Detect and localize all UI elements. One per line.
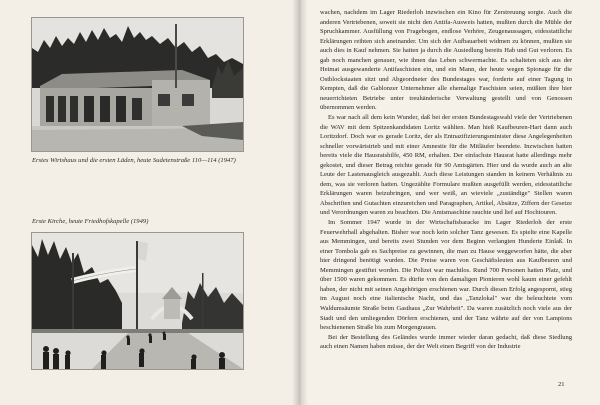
inn-and-shops-photo bbox=[31, 17, 244, 152]
photo-caption-inn: Erstes Wirtshaus und die ersten Läden, heute Sudetenstraße 110—114 (1947) bbox=[32, 157, 236, 164]
paragraph: wachen, nachdem im Lager Riederloh inzwischen ein Kino für Zerstreuung sorgte. Auch die anderen Vertriebenen, soweit sie nicht den Antifa-Ausweis hatten, mußten durch die Mühle der Spruchkammer. Ausfüllung von Fragebogen, endlose Verhöre, Zeugenaussagen, eidesstattliche Erklärungen reihten sich aneinander. Um sich der Aufbauarbeit widmen zu können, mußten sie auch dies in Kauf nehmen. Sie hatten ja durch die Ausiedlung bereits Hab und Gut verloren. Es gab noch manchen genauer, wie ihnen das Leben schwermachte. Es schalteten sich aus der Heimat ausgewanderte Antifaschisten ein, und ein Mann, der heute wegen Spionage für die Ostblockstaaten sitzt und Abgeordneter des Bundestages war, forderte auf einer Tagung in Kempten, daß die Gablonzer Unternehmer alle ehemalige Faschisten seien, müßten ihre hier neuerrichteten Betriebe unter treuhänderische Verwaltung gestellt und von Genossen übernommen werden. bbox=[320, 9, 572, 112]
book-gutter bbox=[292, 0, 308, 405]
paragraph: Bei der Bestellung des Geländes wurde immer wieder daran gedacht, daß diese Siedlung auch einen Namen haben müsse, der der Welt einen Begriff von der Industrie bbox=[320, 333, 572, 351]
page-number: 21 bbox=[558, 381, 565, 388]
paragraph: Im Sommer 1947 wurde in der Wirtschaftsbaracke im Lager Riederloh der erste Feuerwehrball abgehalten. Bisher war noch kein solcher Tanz gewesen. Es spielte eine Kapelle aus Memmingen, und bereits zwei Stunden vor dem Beginn verlangten Hunderte Einlaß. In einer Tombola gab es Sachpreise zu gewinnen, die man zu Hause weggeworfen hätte, die aber hier dringend benötigt wurden. Die Preise waren von Geschäftsleuten aus Kaufbeuren und Memmingen gestiftet worden. Die Polizei war machtlos. Rund 700 Personen hatten Platz, und über 1500 waren gekommen. Es dürfte von den damaligen Pionieren wohl kaum einer gefehlt haben, der nicht mit seinen Angehörigen erschienen war. Durch diesen Erfolg angespornt, stieg im August noch eine italienische Nacht, und das „Tanzlokal" war die beleuchtete vom Waldumsäumte Straße beim Gasthaus „Zur Wahrheit". Da waren zusätzlich noch viele aus der Stadt und den umliegenden Dörfern erschienen, und der Tanz währte auf der von Lampions beschienenen Straße bis zum Morgengrauen. bbox=[320, 219, 572, 332]
photo-caption-church: Erste Kirche, heute Friedhofskapelle (1949) bbox=[32, 218, 149, 225]
body-text bbox=[320, 8, 572, 352]
paragraph: Es war nach all dem kein Wunder, daß bei der ersten Bundestagswahl viele der Vertriebenen die WAV mit dem Spitzenkandidaten Loritz wählten. Man hieß Kaufbeuren-Hart dann auch Loritzdorf. Doch war es gerade Loritz, der als Entnazifizierungsminister diese Angelegenheiten schneller vorwärtstrieb und mit einer Amnestie für die Mitläufer beendete. Inzwischen hatten bereits viele die Hausratshilfe, 450 RM, erhalten. Der einfachste Hausrat hatte allerdings mehr gekostet, und dieser Betrag reichte gerade für 90 Amtsgärten. Hier und da wurde auch an alte Leute der Lastenausgleich ausgezahlt. Auch diese Leistungen standen in keinem Verhältnis zu dem, was sie verloren hatten. Ungezählte Formulare mußten ausgefüllt werden, eidesstattliche Erklärungen waren beizubringen, und wer weiß, an wieviele „zuständige" Stellen waren Abschriften und Gutachten einzureichen und Paragraphen, Artikel, Absätze, Ziffern der Gesetze und Verordnungen waren zu beachten. Die Amtsmaschine rauchte und lief auf Hochtouren. bbox=[320, 114, 572, 217]
first-church-photo bbox=[31, 232, 244, 370]
